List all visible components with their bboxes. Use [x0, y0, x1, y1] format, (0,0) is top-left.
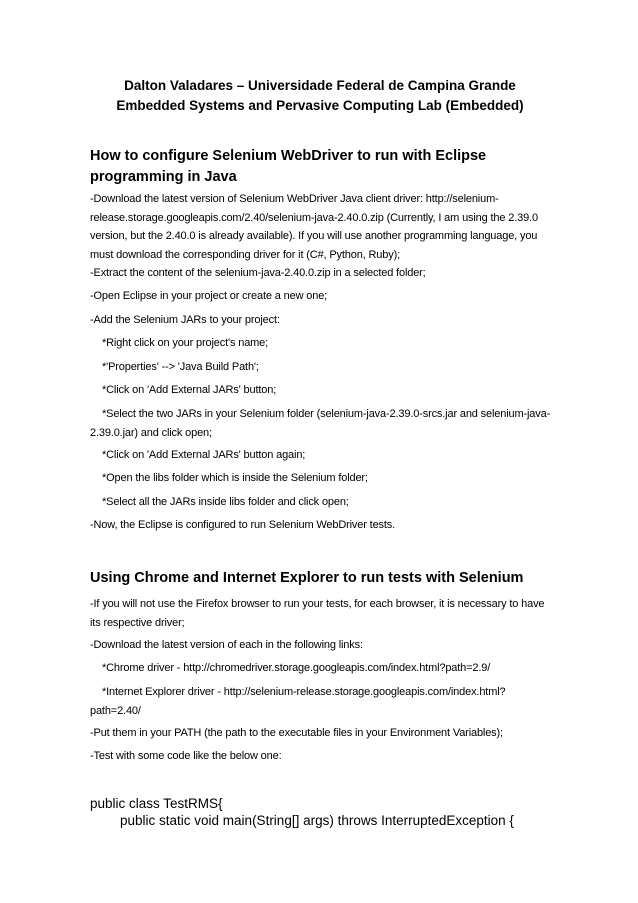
step-open-libs: *Open the libs folder which is inside the Selenium folder;	[102, 472, 368, 484]
link-ie-driver: *Internet Explorer driver - http://selenium-release.storage.googleapis.com/index.html?path=2.40/	[90, 686, 506, 717]
header-lab: Embedded Systems and Pervasive Computing Lab (Embedded)	[116, 98, 524, 113]
code-line-1: public class TestRMS{	[90, 796, 223, 811]
paragraph-download: -Download the latest version of Selenium WebDriver Java client driver: http://selenium-release.storage.googleapis.com/2.40/selenium-java-2.40.0.zip (Currently, I am using the 2.39.0 version, but the 2.40.0 is already available). If you will use another programming language, you must download the corresponding driver for it (C#, Python, Ruby);	[90, 193, 538, 261]
paragraph-open-eclipse: -Open Eclipse in your project or create a new one;	[90, 290, 328, 302]
header-affiliation: Dalton Valadares – Universidade Federal de Campina Grande	[124, 78, 516, 93]
paragraph-add-jars: -Add the Selenium JARs to your project:	[90, 314, 280, 326]
section2-title: Using Chrome and Internet Explorer to run tests with Selenium	[90, 570, 524, 586]
step-select-libs-jars: *Select all the JARs inside libs folder and click open;	[102, 496, 349, 508]
link-chrome-driver: *Chrome driver - http://chromedriver.storage.googleapis.com/index.html?path=2.9/	[102, 662, 491, 674]
paragraph-path: -Put them in your PATH (the path to the executable files in your Environment Variables);	[90, 727, 503, 739]
step-add-external-jars: *Click on 'Add External JARs' button;	[102, 384, 277, 396]
section1-title: How to configure Selenium WebDriver to run with Eclipse programming in Java	[90, 148, 487, 185]
paragraph-firefox: -If you will not use the Firefox browser to run your tests, for each browser, it is necessary to have its respective driver;	[90, 598, 545, 629]
paragraph-test-code: -Test with some code like the below one:	[90, 750, 282, 762]
code-line-2: public static void main(String[] args) throws InterruptedException {	[90, 813, 514, 828]
paragraph-extract: -Extract the content of the selenium-java-2.40.0.zip in a selected folder;	[90, 267, 426, 279]
step-right-click: *Right click on your project's name;	[102, 337, 269, 349]
step-add-external-jars-again: *Click on 'Add External JARs' button again;	[102, 449, 306, 461]
paragraph-download-links: -Download the latest version of each in the following links:	[90, 639, 363, 651]
step-properties: *'Properties' --> 'Java Build Path';	[102, 361, 259, 373]
paragraph-configured: -Now, the Eclipse is configured to run Selenium WebDriver tests.	[90, 519, 396, 531]
step-select-jars: *Select the two JARs in your Selenium folder (selenium-java-2.39.0-srcs.jar and selenium-java-2.39.0.jar) and click open;	[90, 408, 551, 439]
